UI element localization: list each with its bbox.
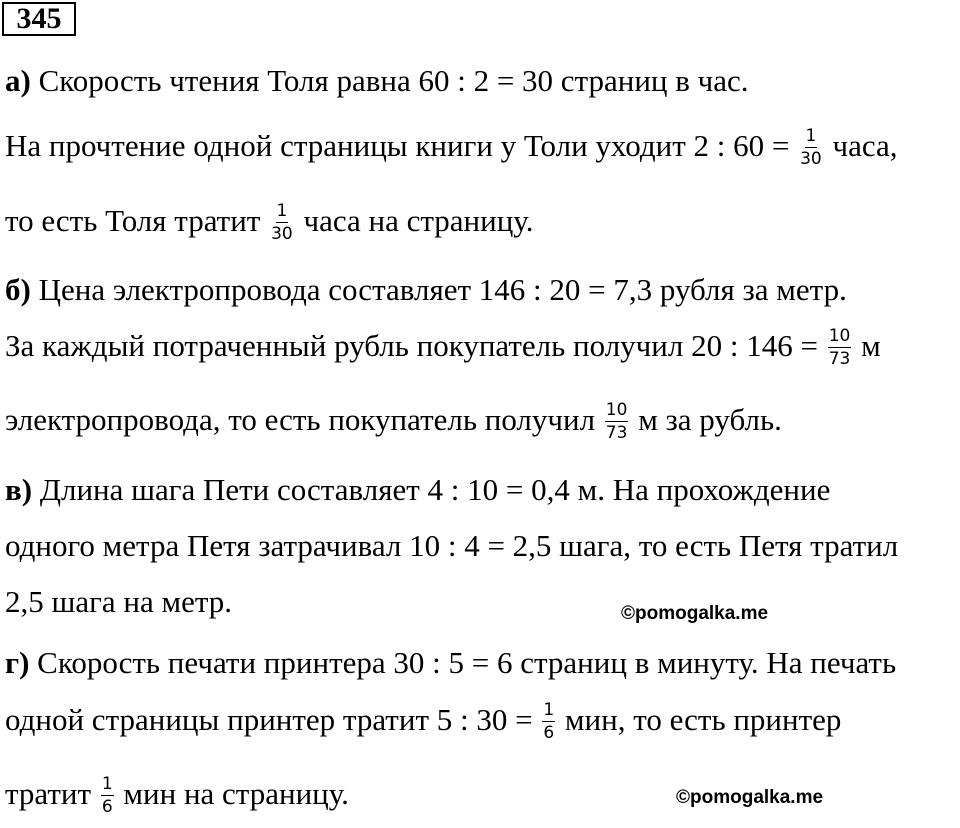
line-text: Скорость печати принтера 30 : 5 = 6 страниц в минуту. На печать [29, 645, 897, 680]
label-b: б) [5, 272, 31, 307]
fraction [799, 127, 823, 169]
line-text: одной страницы принтер тратит 5 : 30 = [5, 702, 541, 738]
line-text: Цена электропровода составляет 146 : 20 = 7,3 рубля за метр. [30, 272, 847, 307]
line-v-per-meter [5, 528, 898, 564]
label-g: г) [5, 645, 30, 680]
line-a-time [5, 128, 898, 170]
fraction-denominator: 6 [101, 797, 113, 817]
fraction [605, 401, 629, 443]
line-a-speed [5, 63, 749, 99]
watermark: ©pomogalka.me [676, 787, 824, 808]
fraction-numerator: 1 [805, 126, 817, 146]
fraction-denominator: 30 [800, 149, 822, 169]
line-text: м [853, 328, 881, 364]
fraction-denominator: 73 [828, 349, 851, 369]
line-text: За каждый потраченный рубль покупатель получил 20 : 146 = [5, 328, 826, 364]
label-v: в) [5, 472, 33, 507]
line-a-conclusion [5, 203, 533, 245]
line-g-print-speed [5, 645, 896, 681]
line-text: тратит [5, 776, 99, 812]
line-b-price [5, 272, 847, 308]
fraction-numerator: 10 [605, 400, 628, 420]
line-g-conclusion [5, 776, 349, 818]
line-g-per-page [5, 702, 841, 744]
fraction-denominator: 30 [271, 224, 293, 244]
line-text: мин на страницу. [115, 776, 349, 812]
line-text: часа, [824, 128, 898, 164]
line-b-per-ruble [5, 328, 881, 370]
line-text: одного метра Петя затрачивал 10 : 4 = 2,5 шага, то есть Петя тратил [5, 528, 899, 563]
watermark: ©pomogalka.me [621, 603, 769, 624]
task-number-box: 345 [2, 2, 76, 36]
line-b-conclusion [5, 402, 782, 444]
label-a: а) [5, 63, 31, 98]
fraction [101, 775, 114, 817]
fraction [270, 202, 294, 244]
line-text: 2,5 шага на метр. [5, 584, 233, 619]
line-v-conclusion [5, 584, 232, 620]
fraction [828, 327, 852, 369]
line-text: то есть Толя тратит [5, 203, 269, 239]
line-text: Скорость чтения Толя равна 60 : 2 = 30 страниц в час. [30, 63, 749, 98]
line-v-step [5, 472, 830, 508]
fraction-numerator: 1 [276, 201, 288, 221]
line-text: На прочтение одной страницы книги у Толи уходит 2 : 60 = [5, 128, 798, 164]
line-text: мин, то есть принтер [557, 702, 842, 738]
fraction-denominator: 73 [605, 423, 628, 443]
fraction-numerator: 10 [828, 326, 851, 346]
line-text: Длина шага Пети составляет 4 : 10 = 0,4 м. На прохождение [32, 472, 831, 507]
fraction-numerator: 1 [101, 774, 113, 794]
fraction-numerator: 1 [543, 700, 555, 720]
line-text: электропровода, то есть покупатель получил [5, 402, 603, 438]
fraction [542, 701, 555, 743]
fraction-denominator: 6 [543, 723, 555, 743]
line-text: м за рубль. [630, 402, 782, 438]
line-text: часа на страницу. [295, 203, 534, 239]
